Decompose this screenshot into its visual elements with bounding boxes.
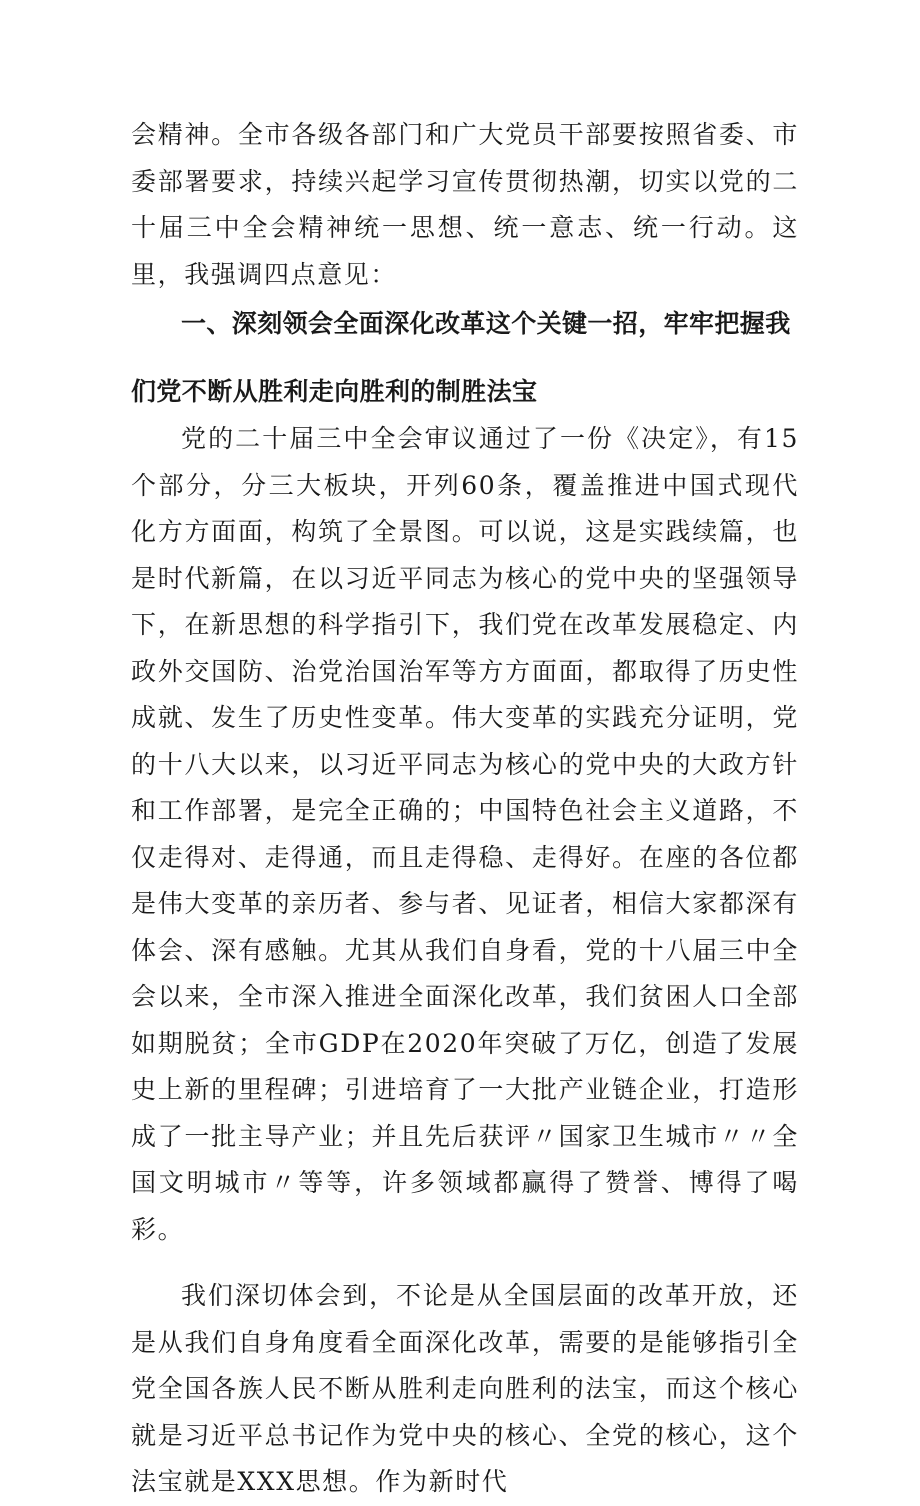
paragraph-gap	[131, 1253, 799, 1273]
section-heading-line2: 们党不断从胜利走向胜利的制胜法宝	[131, 377, 538, 406]
document-body	[131, 112, 799, 1506]
section-heading-line1: 一、深刻领会全面深化改革这个关键一招，牢牢把握我	[181, 309, 791, 338]
intro-paragraph: 会精神。全市各级各部门和广大党员干部要按照省委、市委部署要求，持续兴起学习宣传贯彻热潮，切实以党的二十届三中全会精神统一思想、统一意志、统一行动。这里，我强调四点意见：	[131, 120, 799, 289]
body-paragraph-2: 我们深切体会到，不论是从全国层面的改革开放，还是从我们自身角度看全面深化改革，需要的是能够指引全党全国各族人民不断从胜利走向胜利的法宝，而这个核心就是习近平总书记作为党中央的核心、全党的核心，这个法宝就是XXX思想。作为新时代	[131, 1281, 799, 1496]
section-heading	[131, 300, 799, 416]
body-paragraph-1: 党的二十届三中全会审议通过了一份《决定》，有15个部分，分三大板块，开列60条，覆盖推进中国式现代化方方面面，构筑了全景图。可以说，这是实践续篇，也是时代新篇，在以习近平同志为核心的党中央的坚强领导下，在新思想的科学指引下，我们党在改革发展稳定、内政外交国防、治党治国治军等方方面面，都取得了历史性成就、发生了历史性变革。伟大变革的实践充分证明，党的十八大以来，以习近平同志为核心的党中央的大政方针和工作部署，是完全正确的；中国特色社会主义道路，不仅走得对、走得通，而且走得稳、走得好。在座的各位都是伟大变革的亲历者、参与者、见证者，相信大家都深有体会、深有感触。尤其从我们自身看，党的十八届三中全会以来，全市深入推进全面深化改革，我们贫困人口全部如期脱贫；全市GDP在2020年突破了万亿，创造了发展史上新的里程碑；引进培育了一大批产业链企业，打造形成了一批主导产业；并且先后获评〃国家卫生城市〃〃全国文明城市〃等等，许多领域都赢得了赞誉、博得了喝彩。	[131, 424, 799, 1244]
